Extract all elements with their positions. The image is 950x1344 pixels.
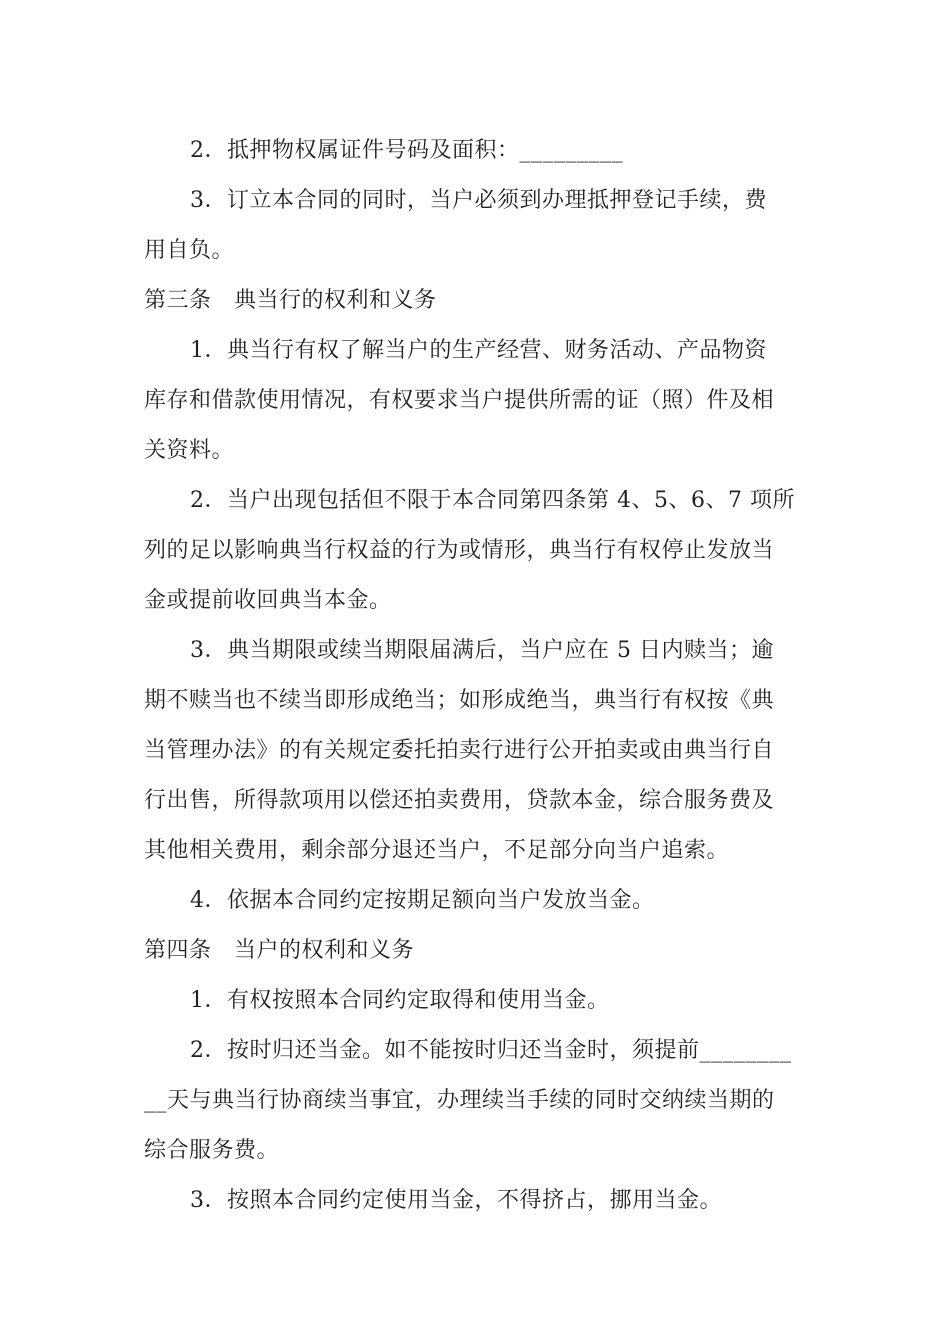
clause-2-3-text: 3．订立本合同的同时，当户必须到办理抵押登记手续，费 (190, 188, 767, 213)
clause-3-3-continuation: 行出售，所得款项用以偿还拍卖费用，贷款本金，综合服务费及 (144, 788, 775, 813)
clause-4-2-continuation: 综合服务费。 (144, 1138, 280, 1163)
clause-3-3-continuation: 期不赎当也不续当即形成绝当；如形成绝当，典当行有权按《典 (144, 688, 775, 713)
clause-4-3-text: 3．按照本合同约定使用当金，不得挤占，挪用当金。 (190, 1188, 722, 1213)
clause-4-2-text: 2．按时归还当金。如不能按时归还当金时，须提前________ (190, 1038, 792, 1063)
clause-2-2-text: 2．抵押物权属证件号码及面积：_________ (190, 138, 623, 163)
clause-4-2-continuation: __天与典当行协商续当事宜，办理续当手续的同时交纳续当期的 (144, 1088, 775, 1113)
clause-3-1-continuation: 库存和借款使用情况，有权要求当户提供所需的证（照）件及相 (144, 388, 775, 413)
clause-3-2-continuation: 金或提前收回典当本金。 (144, 588, 392, 613)
clause-4-1-text: 1．有权按照本合同约定取得和使用当金。 (190, 988, 610, 1013)
clause-3-3-continuation: 其他相关费用，剩余部分退还当户，不足部分向当户追索。 (144, 838, 730, 863)
clause-3-4-text: 4．依据本合同约定按期足额向当户发放当金。 (190, 888, 655, 913)
clause-3-3-continuation: 当管理办法》的有关规定委托拍卖行进行公开拍卖或由典当行自 (144, 738, 775, 763)
clause-3-2-continuation: 列的足以影响典当行权益的行为或情形，典当行有权停止发放当 (144, 538, 775, 563)
article-3-heading: 第三条 典当行的权利和义务 (144, 288, 437, 313)
clause-3-2-text: 2．当户出现包括但不限于本合同第四条第 4、5、6、7 项所 (190, 488, 795, 513)
clause-3-3-text: 3．典当期限或续当期限届满后，当户应在 5 日内赎当；逾 (190, 638, 774, 663)
clause-3-1-text: 1．典当行有权了解当户的生产经营、财务活动、产品物资 (190, 338, 767, 363)
article-4-heading: 第四条 当户的权利和义务 (144, 938, 415, 963)
clause-2-3-continuation: 用自负。 (144, 238, 235, 263)
clause-3-1-continuation: 关资料。 (144, 438, 235, 463)
